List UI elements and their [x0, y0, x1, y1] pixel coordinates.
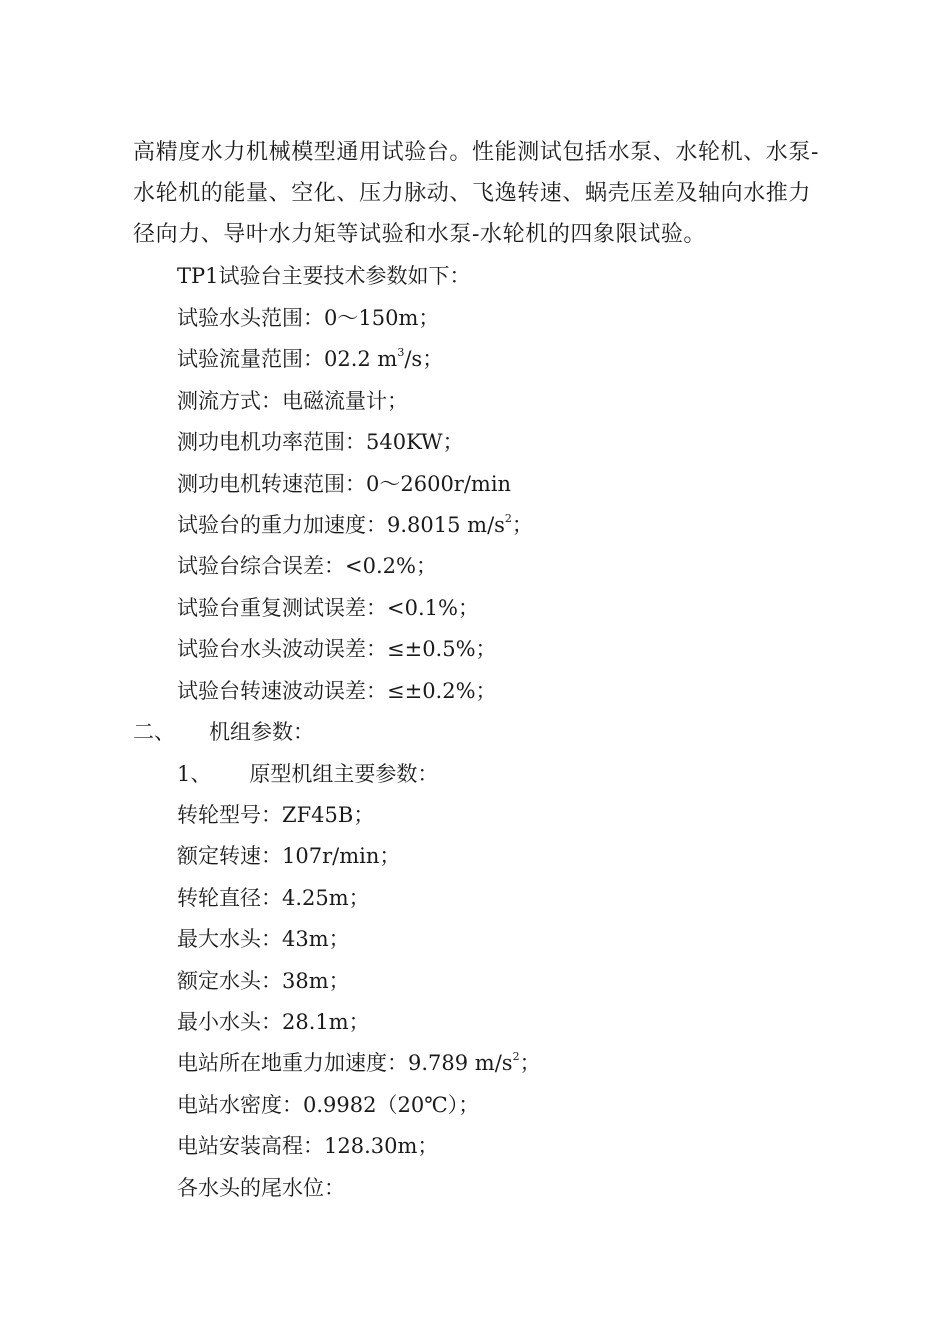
- param-total-error: 试验台综合误差：<0.2%；: [177, 554, 437, 578]
- tp1-heading: TP1试验台主要技术参数如下：: [177, 264, 471, 288]
- unit-station-gravity: [177, 1049, 541, 1077]
- param-head-fluct-error: 试验台水头波动误差：≤±0.5%；: [177, 637, 497, 661]
- unit-rated-speed: 额定转速：107r/min；: [177, 844, 401, 868]
- section-2-heading: [133, 718, 314, 746]
- unit-runner-diameter: 转轮直径：4.25m；: [177, 886, 370, 910]
- intro-line-2: 水轮机的能量、空化、压力脉动、飞逸转速、蜗壳压差及轴向水推力: [133, 181, 812, 206]
- param-head-range: 试验水头范围：0～150m；: [177, 306, 440, 330]
- unit-station-gravity-text: 电站所在地重力加速度：9.789 m/s: [177, 1051, 513, 1075]
- subsection-1-number: 1、: [177, 762, 212, 786]
- unit-min-head: 最小水头：28.1m；: [177, 1010, 370, 1034]
- intro-line-1: 高精度水力机械模型通用试验台。性能测试包括水泵、水轮机、水泵-: [133, 140, 820, 165]
- unit-station-gravity-end: ；: [519, 1051, 541, 1075]
- param-dyno-speed: 测功电机转速范围：0～2600r/min: [177, 472, 512, 496]
- unit-water-density: 电站水密度：0.9982（20℃）；: [177, 1093, 480, 1117]
- unit-install-elevation: 电站安装高程：128.30m；: [177, 1134, 439, 1158]
- param-gravity-sup: 2: [504, 512, 512, 525]
- section-2-title: 机组参数：: [209, 720, 314, 744]
- param-gravity: [177, 511, 533, 539]
- param-flow-range-sup: 3: [397, 346, 405, 359]
- param-flow-range: [177, 345, 443, 373]
- subsection-1-title: 原型机组主要参数：: [249, 762, 439, 786]
- param-flow-range-unit: /s；: [404, 347, 444, 371]
- section-2-number: 二、: [133, 720, 175, 744]
- unit-station-gravity-sup: 2: [512, 1050, 520, 1063]
- param-flow-method: 测流方式：电磁流量计；: [177, 389, 408, 413]
- subsection-1-heading: [177, 760, 438, 788]
- intro-line-3: 径向力、导叶水力矩等试验和水泵-水轮机的四象限试验。: [133, 222, 707, 247]
- param-gravity-text: 试验台的重力加速度：9.8015 m/s: [177, 513, 505, 537]
- param-gravity-end: ；: [511, 513, 533, 537]
- param-speed-fluct-error: 试验台转速波动误差：≤±0.2%；: [177, 679, 497, 703]
- param-dyno-power: 测功电机功率范围：540KW；: [177, 430, 464, 454]
- unit-max-head: 最大水头：43m；: [177, 927, 350, 951]
- unit-runner-model: 转轮型号：ZF45B；: [177, 803, 375, 827]
- unit-rated-head: 额定水头：38m；: [177, 969, 350, 993]
- unit-tailwater-heading: 各水头的尾水位：: [177, 1176, 345, 1200]
- param-flow-range-text: 试验流量范围：02.2 m: [177, 347, 398, 371]
- param-repeat-error: 试验台重复测试误差：<0.1%；: [177, 596, 479, 620]
